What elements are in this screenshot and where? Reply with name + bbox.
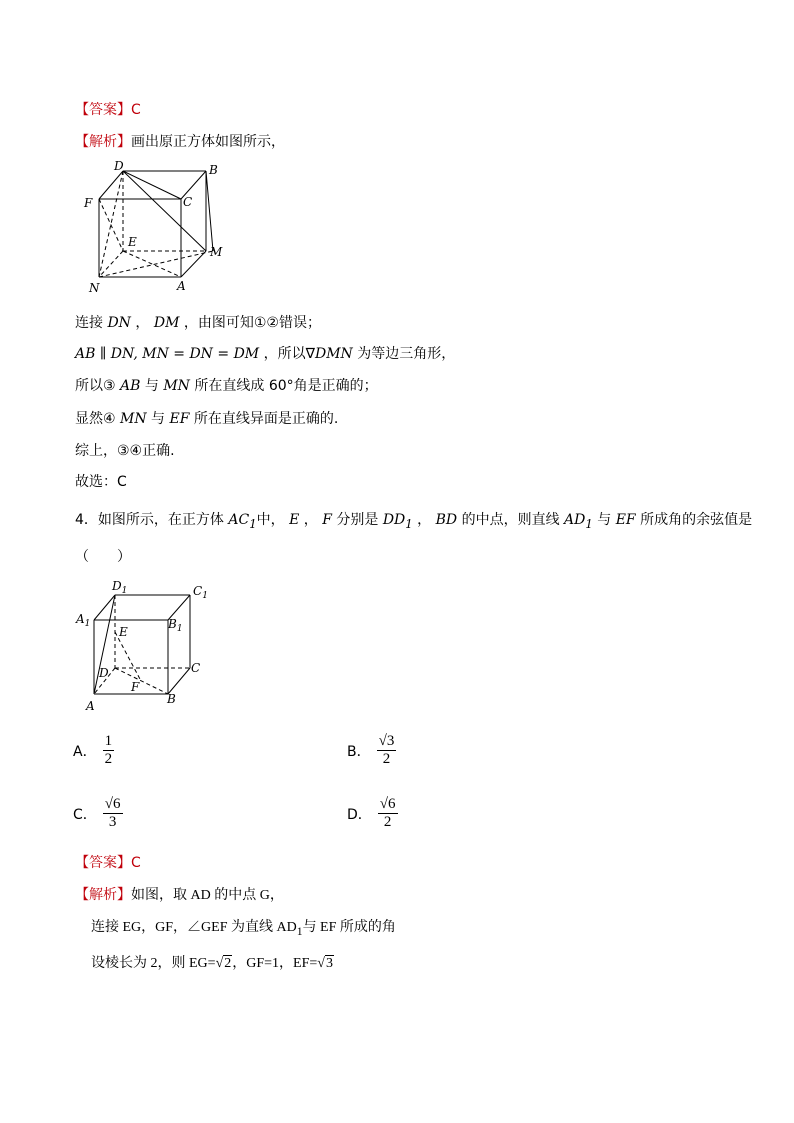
answer-value: C (131, 102, 141, 118)
segment-nm (99, 251, 213, 277)
segment-ea (123, 251, 181, 277)
option-label: B． (347, 743, 371, 760)
label-c: C (183, 195, 193, 209)
text: 中， (256, 512, 290, 528)
text: 所在直线成 60°角是正确的； (189, 378, 378, 394)
numerator: √6 (104, 796, 121, 812)
label-n: N (89, 281, 100, 295)
text: 与 (146, 411, 170, 427)
text: 显然④ (75, 411, 121, 427)
text: ， (130, 315, 154, 331)
analysis-line-q3 (75, 133, 285, 151)
option-fraction (377, 733, 397, 768)
q4-analysis-line-1 (91, 919, 396, 941)
text: 为等边三角形， (352, 346, 456, 362)
q3-line-4 (75, 410, 338, 428)
label-m: M (210, 245, 223, 259)
text: ，由图可知①②错误； (179, 315, 321, 331)
q3-line-6: 故选：C (75, 474, 127, 490)
q4-paren: （ ） (75, 549, 131, 565)
text: ， (412, 512, 436, 528)
option-label: D． (347, 806, 372, 823)
math-mn: MN (120, 411, 147, 427)
radicand: 3 (325, 956, 333, 971)
label-f: F (131, 680, 140, 694)
answer-line-q3 (75, 101, 141, 119)
math-e: E (289, 512, 300, 528)
cube-edge (168, 668, 190, 694)
option-label: A． (73, 743, 97, 760)
label-a: A (86, 699, 95, 713)
label-b: B (209, 163, 218, 177)
text: 连接 (75, 315, 108, 331)
analysis-tag: 【解析】 (75, 887, 131, 903)
q3-line-3 (75, 377, 378, 395)
cube-figure-q3 (80, 160, 240, 300)
text: ，所以∇ (259, 346, 315, 362)
label-a1: $A_1$ (76, 612, 91, 629)
label-f: F (84, 196, 93, 210)
numerator: √3 (378, 733, 395, 749)
cube-figure-q4 (72, 576, 222, 716)
label-e: E (128, 235, 137, 249)
option-c[interactable] (73, 796, 123, 831)
option-d[interactable] (347, 796, 398, 831)
hidden-edge (99, 251, 123, 277)
subscript: 1 (585, 516, 593, 531)
option-fraction (103, 796, 123, 831)
segment-fe (99, 199, 123, 251)
text: 与 EF 所成的角 (302, 920, 396, 935)
label-d1: $D_1$ (112, 579, 128, 596)
math-ad1: AD (564, 512, 586, 528)
text: 所在直线异面是正确的. (189, 411, 339, 427)
subscript: 1 (296, 924, 303, 938)
math-ac1: AC (228, 512, 250, 528)
q3-line-1 (75, 314, 321, 332)
q3-line-2 (75, 345, 455, 363)
segment-bd (115, 668, 168, 694)
subscript: 1 (405, 516, 413, 531)
answer-tag: 【答案】 (75, 855, 131, 871)
text: 与 (140, 378, 164, 394)
denominator: 2 (382, 751, 391, 767)
text: 所以③ (75, 378, 121, 394)
text: 4．如图所示，在正方体 (75, 512, 229, 528)
text: 连接 EG，GF，∠GEF 为直线 AD (91, 920, 297, 935)
text: 设棱长为 2，则 EG= (91, 956, 216, 971)
analysis-intro: 画出原正方体如图所示， (131, 134, 285, 150)
label-b: B (167, 692, 176, 706)
option-label: C． (73, 806, 97, 823)
math-dn: DN (107, 315, 131, 331)
label-c: C (191, 661, 201, 675)
q4-stem (75, 511, 752, 533)
answer-value: C (131, 855, 141, 871)
label-a: A (177, 279, 186, 293)
text: ， (299, 512, 323, 528)
denominator: 2 (104, 751, 113, 767)
segment-ef (115, 632, 141, 681)
math-ef: EF (169, 411, 190, 427)
option-fraction (378, 796, 398, 831)
q4-analysis-line-2 (91, 955, 334, 973)
text: 与 (592, 512, 616, 528)
segment-bm (206, 171, 213, 251)
math-equation: AB ∥ DN, MN = DN = DM (75, 346, 260, 362)
sqrt-3: √3 (317, 956, 333, 971)
sqrt-2: √2 (215, 956, 232, 971)
math-dd1: DD (382, 512, 406, 528)
math-dmn: DMN (314, 346, 353, 362)
subscript: 1 (249, 516, 257, 531)
text: 的中点，则直线 (457, 512, 565, 528)
option-b[interactable] (347, 733, 396, 768)
label-d: D (99, 666, 109, 680)
text: 分别是 (331, 512, 383, 528)
text: ，GF=1，EF= (232, 956, 318, 971)
math-mn: MN (163, 378, 190, 394)
math-ab: AB (120, 378, 141, 394)
segment-dc (123, 171, 181, 199)
analysis-intro: 如图，取 AD 的中点 G， (131, 888, 284, 903)
math-f: F (322, 512, 332, 528)
denominator: 2 (383, 814, 392, 830)
label-c1: $C_1$ (193, 584, 208, 601)
label-d: D (114, 160, 124, 173)
cube-edge (181, 251, 206, 277)
numerator: 1 (104, 733, 113, 749)
math-dm: DM (153, 315, 180, 331)
answer-line-q4 (75, 854, 141, 872)
option-fraction (103, 733, 115, 768)
math-ef: EF (615, 512, 636, 528)
numerator: √6 (379, 796, 396, 812)
q3-line-5: 综上，③④正确. (75, 443, 175, 459)
math-bd: BD (435, 512, 458, 528)
text: 所成角的余弦值是 (635, 512, 753, 528)
option-a[interactable] (73, 733, 114, 768)
denominator: 3 (108, 814, 117, 830)
label-e: E (119, 625, 128, 639)
analysis-tag: 【解析】 (75, 134, 131, 150)
analysis-line-q4 (75, 886, 284, 905)
label-b1: $B_1$ (168, 617, 183, 634)
radicand: 2 (224, 956, 232, 971)
answer-tag: 【答案】 (75, 102, 131, 118)
segment-dn (99, 171, 123, 277)
